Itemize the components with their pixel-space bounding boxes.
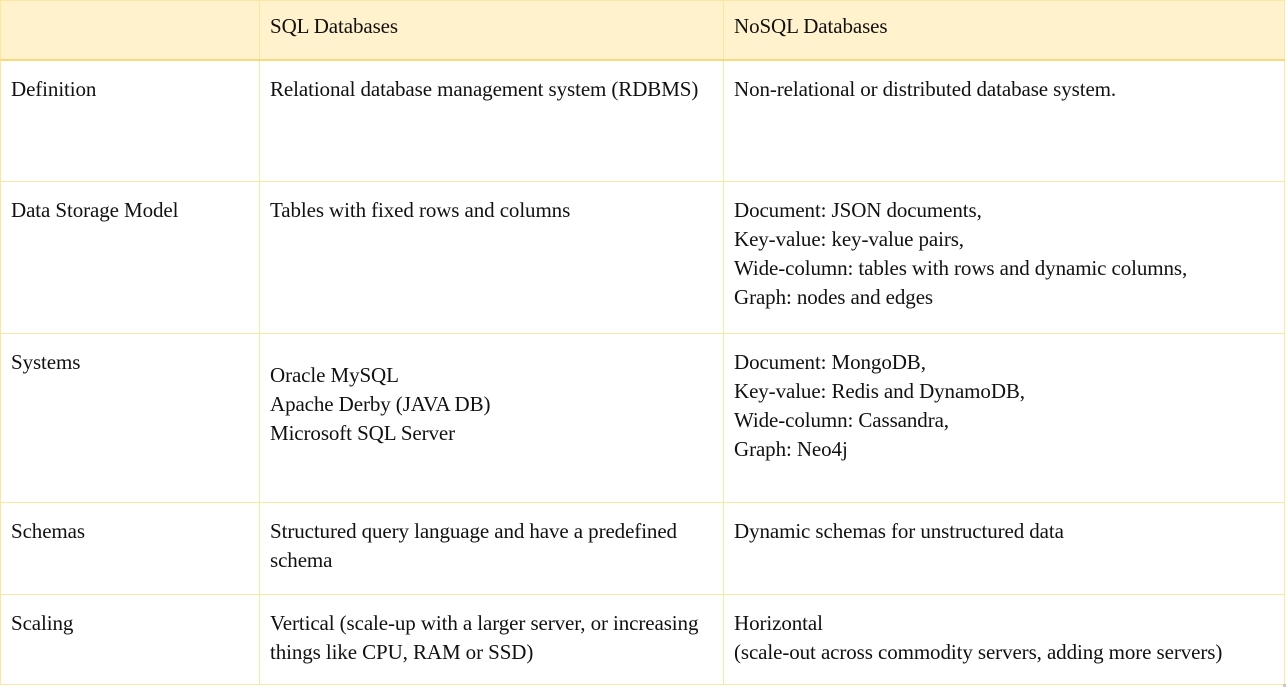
sql-systems-list: [270, 348, 714, 448]
table-row-systems: [1, 334, 1285, 503]
row-label: Definition: [1, 60, 260, 182]
sql-cell: [260, 182, 724, 334]
nosql-cell: [724, 60, 1285, 182]
row-label: Data Storage Model: [1, 182, 260, 334]
header-row: [1, 1, 1285, 60]
sql-cell: [260, 334, 724, 503]
sql-line: Oracle MySQL: [270, 363, 399, 387]
sql-text: Vertical (scale-up with a larger server, or increasing things like CPU, RAM or SSD): [270, 611, 699, 664]
nosql-line: Horizontal: [734, 611, 823, 635]
nosql-text: Non-relational or distributed database system.: [734, 76, 1117, 101]
sql-text: Tables with fixed rows and columns: [270, 198, 571, 222]
sql-cell: [260, 595, 724, 685]
table-row-schemas: [1, 503, 1285, 595]
nosql-line: Graph: nodes and edges: [734, 285, 933, 309]
nosql-line: (scale-out across commodity servers, adding more servers): [734, 640, 1223, 664]
table-row-definition: [1, 60, 1285, 182]
nosql-line: Document: JSON documents,: [734, 198, 982, 222]
sql-line: Apache Derby (JAVA DB): [270, 392, 491, 416]
nosql-line: Key-value: key-value pairs,: [734, 227, 964, 251]
sql-cell: [260, 503, 724, 595]
nosql-line: Wide-column: Cassandra,: [734, 408, 949, 432]
nosql-cell: [724, 503, 1285, 595]
row-label: Schemas: [1, 503, 260, 595]
nosql-cell: [724, 595, 1285, 685]
nosql-line: Document: MongoDB,: [734, 350, 926, 374]
row-label: Systems: [1, 334, 260, 503]
nosql-text: Dynamic schemas for unstructured data: [734, 519, 1064, 543]
nosql-line: Key-value: Redis and DynamoDB,: [734, 379, 1025, 403]
header-cell-nosql: NoSQL Databases: [724, 1, 1285, 60]
header-cell-empty: [1, 1, 260, 60]
table-header: [1, 1, 1285, 60]
row-label: Scaling: [1, 595, 260, 685]
nosql-line: Graph: Neo4j: [734, 437, 848, 461]
nosql-cell: [724, 334, 1285, 503]
table-row-data-storage-model: [1, 182, 1285, 334]
table-body: [1, 60, 1285, 685]
nosql-cell: [724, 182, 1285, 334]
header-cell-sql: SQL Databases: [260, 1, 724, 60]
sql-text: Structured query language and have a predefined schema: [270, 519, 677, 572]
sql-line: Microsoft SQL Server: [270, 421, 456, 445]
resize-corner-mark: [1283, 684, 1286, 687]
table-row-scaling: [1, 595, 1285, 685]
nosql-line: Wide-column: tables with rows and dynamic columns,: [734, 256, 1188, 280]
sql-text: Relational database management system (RDBMS): [270, 76, 699, 101]
sql-cell: [260, 60, 724, 182]
